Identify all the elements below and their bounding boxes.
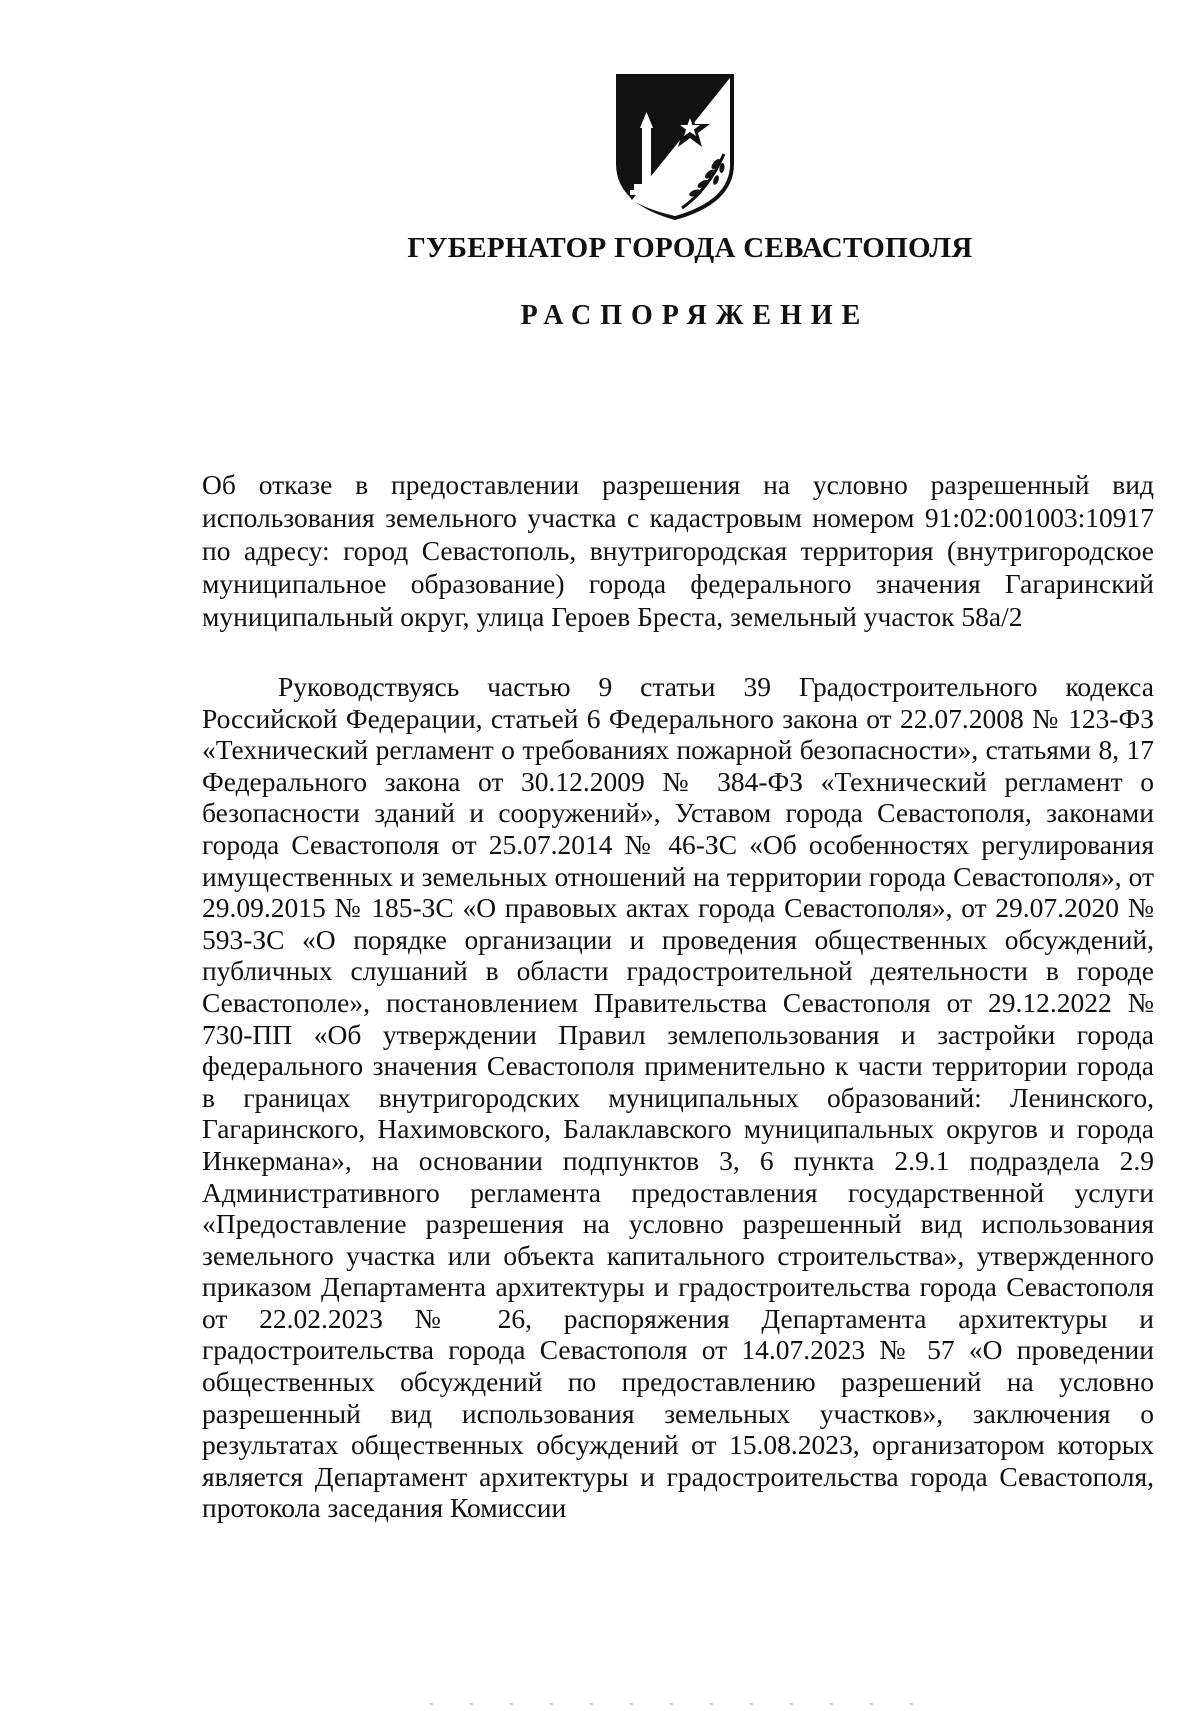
- issuing-authority-title: ГУБЕРНАТОР ГОРОДА СЕВАСТОПОЛЯ: [407, 232, 973, 264]
- sevastopol-coat-of-arms-icon: [612, 72, 738, 222]
- page-bottom-scan-mark: [430, 1703, 950, 1705]
- document-type-heading: РАСПОРЯЖЕНИЕ: [520, 300, 870, 331]
- document-subject: Об отказе в предоставлении разрешения на условно разрешенный вид использования земельного участка с кадастровым номером 91:02:001003:10917 по адресу: город Севастополь, внутригородская территория (внутригородское муниципальное образование) города федерального значения Гагаринский муниципальный округ, улица Героев Бреста, земельный участок 58а/2: [202, 469, 1154, 632]
- document-body-paragraph: Руководствуясь частью 9 статьи 39 Градостроительного кодекса Российской Федерации, статьей 6 Федерального закона от 22.07.2008 № 123-ФЗ «Технический регламент о требованиях пожарной безопасности», статьями 8, 17 Федерального закона от 30.12.2009 № 384-ФЗ «Технический регламент о безопасности зданий и сооружений», Уставом города Севастополя, законами города Севастополя от 25.07.2014 № 46-ЗС «Об особенностях регулирования имущественных и земельных отношений на территории города Севастополя», от 29.09.2015 № 185-ЗС «О правовых актах города Севастополя», от 29.07.2020 № 593-ЗС «О порядке организации и проведения общественных обсуждений, публичных слушаний в области градостроительной деятельности в городе Севастополе», постановлением Правительства Севастополя от 29.12.2022 № 730-ПП «Об утверждении Правил землепользования и застройки города федерального значения Севастополя применительно к части территории города в границах внутригородских муниципальных образований: Ленинского, Гагаринского, Нахимовского, Балаклавского муниципальных округов и города Инкермана», на основании подпунктов 3, 6 пункта 2.9.1 подраздела 2.9 Административного регламента предоставления государственной услуги «Предоставление разрешения на условно разрешенный вид использования земельного участка или объекта капитального строительства», утвержденного приказом Департамента архитектуры и градостроительства города Севастополя от 22.02.2023 № 26, распоряжения Департамента архитектуры и градостроительства города Севастополя от 14.07.2023 № 57 «О проведении общественных обсуждений по предоставлению разрешений на условно разрешенный вид использования земельных участков», заключения о результатах общественных обсуждений от 15.08.2023, организатором которых является Департамент архитектуры и градостроительства города Севастополя, протокола заседания Комиссии: [202, 671, 1154, 1524]
